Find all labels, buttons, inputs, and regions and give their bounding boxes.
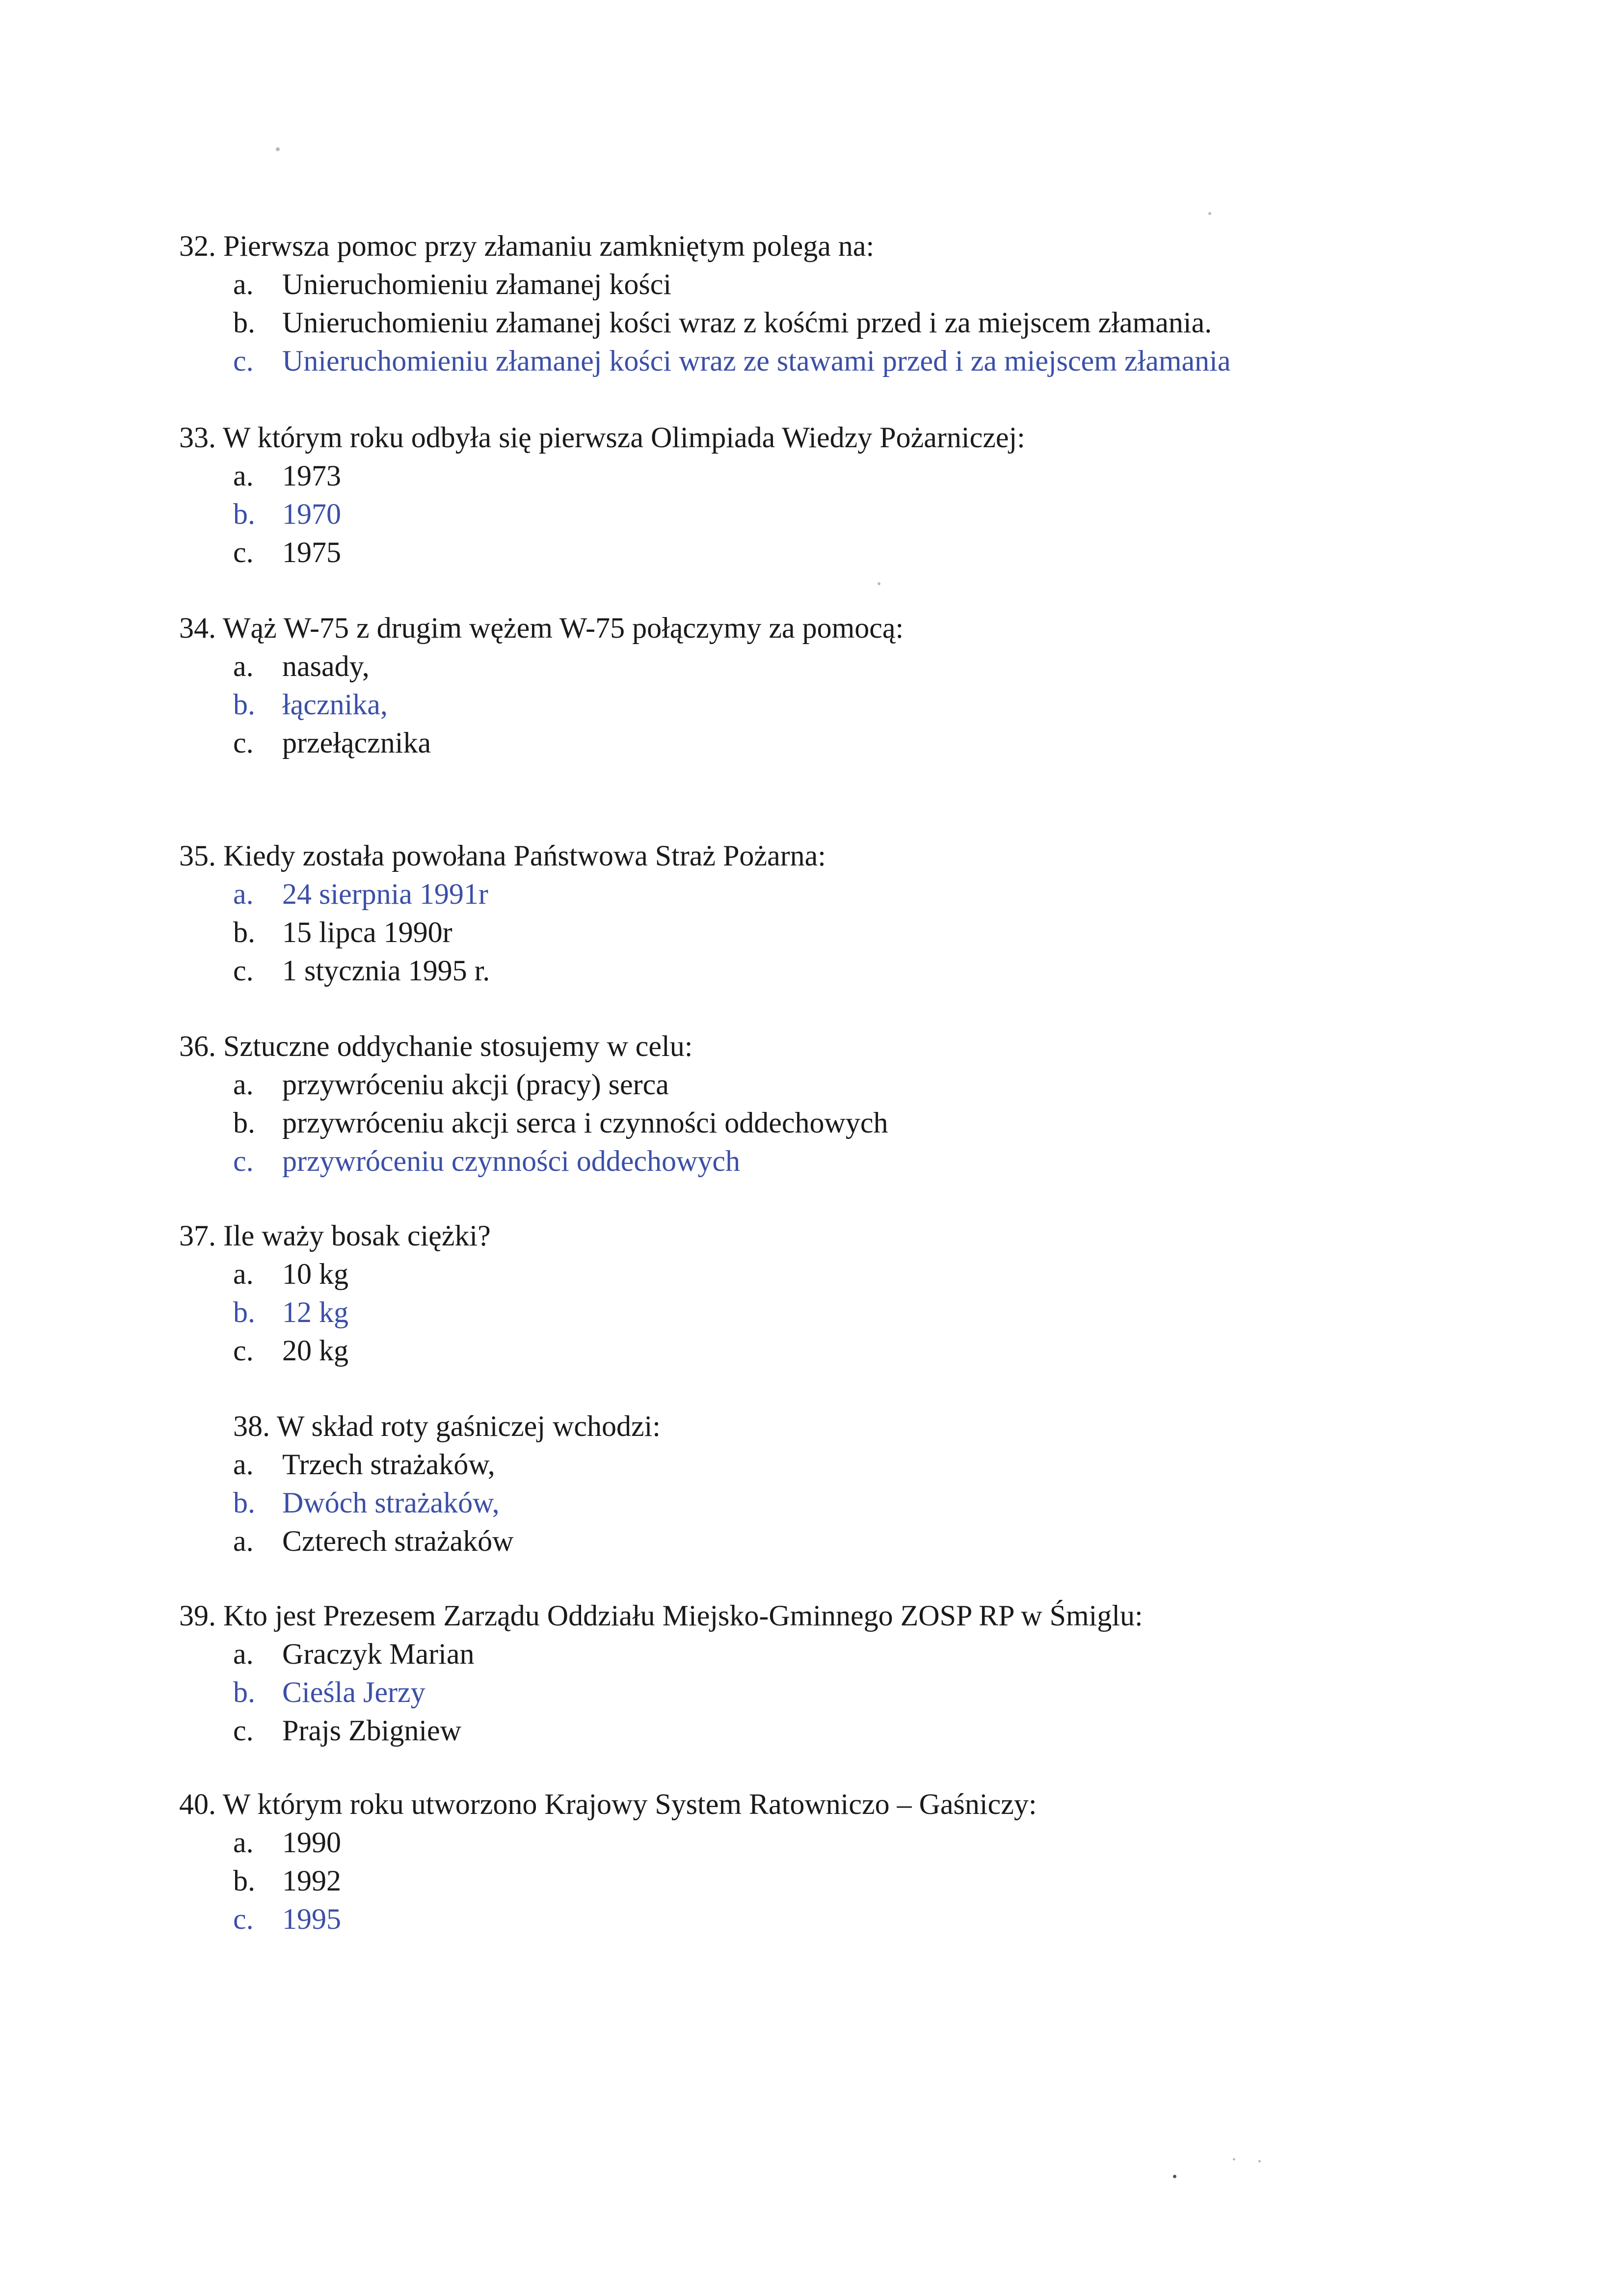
- question-label: W którym roku odbyła się pierwsza Olimpiada Wiedzy Pożarniczej:: [222, 421, 1025, 454]
- question-number: 33.: [179, 421, 216, 454]
- option-letter: a.: [233, 1448, 254, 1481]
- question-label: Sztuczne oddychanie stosujemy w celu:: [223, 1030, 693, 1062]
- option-a: [179, 1445, 661, 1484]
- option-text: Cieśla Jerzy: [282, 1676, 426, 1708]
- option-text: 10 kg: [282, 1258, 348, 1290]
- scan-speck: [1173, 2175, 1176, 2178]
- question-35: [179, 837, 826, 990]
- option-letter: b.: [233, 916, 255, 948]
- option-text: 1975: [282, 536, 341, 568]
- question-number: 36.: [179, 1030, 216, 1062]
- option-letter: c.: [233, 727, 254, 759]
- option-letter: c.: [233, 1714, 254, 1747]
- option-a: [179, 1065, 888, 1104]
- question-text: [179, 1596, 1143, 1635]
- option-b: [179, 1104, 888, 1142]
- option-letter: c.: [233, 345, 254, 377]
- option-text: 12 kg: [282, 1296, 348, 1328]
- option-text: Unieruchomieniu złamanej kości wraz z kośćmi przed i za miejscem złamania.: [282, 306, 1212, 339]
- question-number: 37.: [179, 1219, 216, 1252]
- question-number: 38.: [233, 1410, 270, 1442]
- option-b-correct: [179, 1484, 661, 1522]
- option-text: przywróceniu akcji (pracy) serca: [282, 1068, 669, 1101]
- option-text: 1970: [282, 498, 341, 530]
- option-b-correct: [179, 1673, 1143, 1711]
- question-text: [179, 1027, 888, 1065]
- option-text: nasady,: [282, 650, 370, 682]
- option-b-correct: [179, 1293, 491, 1331]
- option-letter: b.: [233, 1864, 255, 1897]
- question-text: [179, 1785, 1037, 1823]
- option-text: Unieruchomieniu złamanej kości: [282, 268, 672, 300]
- question-37: [179, 1216, 491, 1370]
- option-letter: a.: [233, 1068, 254, 1101]
- option-text: przywróceniu akcji serca i czynności oddechowych: [282, 1107, 888, 1139]
- option-c: [179, 1711, 1143, 1750]
- option-letter: a.: [233, 650, 254, 682]
- option-letter: c.: [233, 1145, 254, 1177]
- option-text: 20 kg: [282, 1334, 348, 1367]
- option-b: [179, 303, 1230, 342]
- option-c-correct: [179, 1142, 888, 1180]
- question-label: W skład roty gaśniczej wchodzi:: [276, 1410, 661, 1442]
- option-letter: c.: [233, 1334, 254, 1367]
- scan-speck: [1233, 2158, 1235, 2161]
- option-text: Czterech strażaków: [282, 1525, 514, 1557]
- question-32: [179, 227, 1230, 380]
- question-label: Kto jest Prezesem Zarządu Oddziału Miejsko-Gminnego ZOSP RP w Śmiglu:: [223, 1599, 1143, 1632]
- option-text: 24 sierpnia 1991r: [282, 878, 488, 910]
- option-text: Graczyk Marian: [282, 1638, 475, 1670]
- option-text: 1992: [282, 1864, 341, 1897]
- option-a-correct: [179, 875, 826, 913]
- question-label: W którym roku utworzono Krajowy System Ratowniczo – Gaśniczy:: [222, 1788, 1037, 1820]
- option-letter: b.: [233, 498, 255, 530]
- question-text: [179, 1407, 661, 1445]
- option-c: [179, 533, 1025, 571]
- option-letter: b.: [233, 1107, 255, 1139]
- question-label: Kiedy została powołana Państwowa Straż Pożarna:: [223, 839, 826, 872]
- question-label: Wąż W-75 z drugim wężem W-75 połączymy za pomocą:: [222, 612, 904, 644]
- question-number: 32.: [179, 230, 216, 262]
- option-letter: a.: [233, 268, 254, 300]
- option-b: [179, 913, 826, 951]
- question-number: 39.: [179, 1599, 216, 1632]
- scan-speck: [1258, 2160, 1261, 2162]
- option-text: łącznika,: [282, 688, 388, 721]
- option-letter: b.: [233, 1296, 255, 1328]
- question-text: [179, 837, 826, 875]
- option-text: 1 stycznia 1995 r.: [282, 954, 490, 987]
- option-letter: a.: [233, 1258, 254, 1290]
- option-a: [179, 647, 904, 685]
- option-c: [179, 1331, 491, 1370]
- option-letter: a.: [233, 1638, 254, 1670]
- option-letter: b.: [233, 306, 255, 339]
- option-letter: c.: [233, 954, 254, 987]
- option-letter: b.: [233, 1676, 255, 1708]
- option-text: przełącznika: [282, 727, 431, 759]
- option-letter: c.: [233, 536, 254, 568]
- option-text: przywróceniu czynności oddechowych: [282, 1145, 740, 1177]
- question-33: [179, 418, 1025, 571]
- option-b-correct: [179, 685, 904, 724]
- option-text: 15 lipca 1990r: [282, 916, 452, 948]
- option-c-correct: [179, 342, 1230, 380]
- question-38: [179, 1407, 661, 1560]
- option-letter: b.: [233, 688, 255, 721]
- option-b: [179, 1862, 1037, 1900]
- option-c: [179, 724, 904, 762]
- option-text: 1973: [282, 459, 341, 492]
- option-c-correct: [179, 1900, 1037, 1938]
- option-letter: a.: [233, 878, 254, 910]
- option-a-second: [179, 1522, 661, 1560]
- option-b-correct: [179, 495, 1025, 533]
- question-36: [179, 1027, 888, 1180]
- option-text: 1995: [282, 1903, 341, 1935]
- scan-speck: [878, 582, 880, 585]
- question-text: [179, 609, 904, 647]
- option-a: [179, 1823, 1037, 1862]
- question-text: [179, 418, 1025, 457]
- question-number: 34.: [179, 612, 216, 644]
- question-label: Ile waży bosak ciężki?: [223, 1219, 491, 1252]
- question-label: Pierwsza pomoc przy złamaniu zamkniętym polega na:: [223, 230, 875, 262]
- question-number: 40.: [179, 1788, 216, 1820]
- question-text: [179, 1216, 491, 1255]
- option-text: Trzech strażaków,: [282, 1448, 495, 1481]
- option-a: [179, 265, 1230, 303]
- question-number: 35.: [179, 839, 216, 872]
- option-text: Prajs Zbigniew: [282, 1714, 461, 1747]
- scan-speck: [1208, 212, 1211, 215]
- option-letter: a.: [233, 459, 254, 492]
- option-text: 1990: [282, 1826, 341, 1859]
- option-text: Unieruchomieniu złamanej kości wraz ze stawami przed i za miejscem złamania: [282, 345, 1231, 377]
- scan-speck: [276, 147, 280, 151]
- option-a: [179, 1255, 491, 1293]
- question-40: [179, 1785, 1037, 1938]
- option-a: [179, 457, 1025, 495]
- question-34: [179, 609, 904, 762]
- option-letter: a.: [233, 1826, 254, 1859]
- option-a: [179, 1635, 1143, 1673]
- option-text: Dwóch strażaków,: [282, 1486, 500, 1519]
- option-letter: c.: [233, 1903, 254, 1935]
- option-letter: b.: [233, 1486, 255, 1519]
- question-39: [179, 1596, 1143, 1750]
- option-c: [179, 951, 826, 990]
- option-letter: a.: [233, 1525, 254, 1557]
- question-text: [179, 227, 1230, 265]
